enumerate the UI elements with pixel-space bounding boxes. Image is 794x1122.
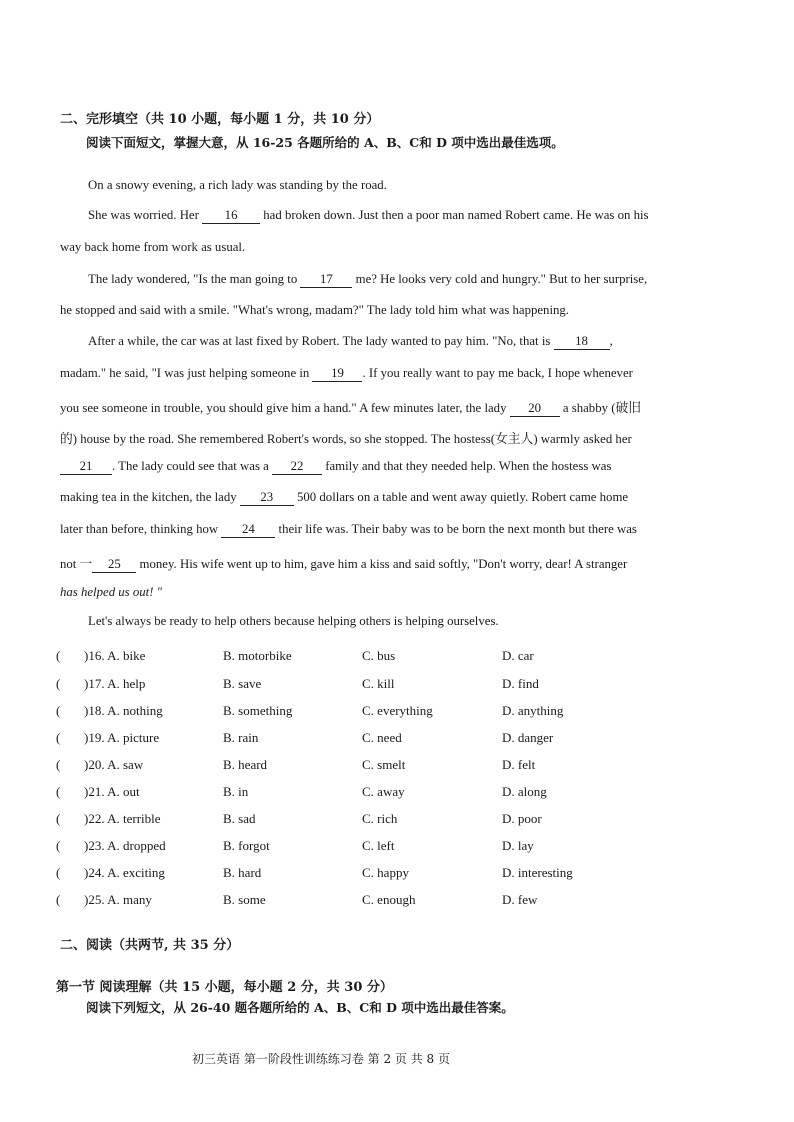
question-stem-option-a[interactable]: )19. A. picture (84, 730, 160, 745)
option-c[interactable]: C. enough (362, 892, 416, 907)
blank-23[interactable]: 23 (240, 490, 294, 506)
option-c[interactable]: C. kill (362, 676, 395, 691)
answer-bracket[interactable]: ( (56, 648, 61, 663)
blank-19[interactable]: 19 (312, 366, 362, 382)
option-d[interactable]: D. interesting (502, 865, 573, 880)
blank-20[interactable]: 20 (510, 401, 560, 417)
question-stem-option-a[interactable]: )21. A. out (84, 784, 140, 799)
question-stem-option-a[interactable]: )23. A. dropped (84, 838, 166, 853)
question-stem-option-a[interactable]: )25. A. many (84, 892, 152, 907)
section-heading-cloze: 二、完形填空（共 10 小题，每小题 1 分，共 10 分） (60, 112, 380, 127)
passage-line: After a while, the car was at last fixed by Robert. The lady wanted to pay him. "No, that is 18 , (88, 334, 613, 348)
answer-bracket[interactable]: ( (56, 676, 61, 691)
option-d[interactable]: D. few (502, 892, 538, 907)
option-d[interactable]: D. lay (502, 838, 534, 853)
answer-bracket[interactable]: ( (56, 865, 61, 880)
blank-18[interactable]: 18 (554, 334, 610, 350)
answer-bracket[interactable]: ( (56, 703, 61, 718)
answer-bracket[interactable]: ( (56, 730, 61, 745)
answer-bracket[interactable]: ( (56, 838, 61, 853)
blank-22[interactable]: 22 (272, 459, 322, 475)
option-d[interactable]: D. car (502, 648, 534, 663)
option-b[interactable]: B. rain (223, 730, 259, 745)
blank-25[interactable]: 25 (92, 557, 136, 573)
answer-bracket[interactable]: ( (56, 811, 61, 826)
passage-line: making tea in the kitchen, the lady 23 500 dollars on a table and went away quietly. Robert came home (60, 490, 629, 504)
passage-line: The lady wondered, "Is the man going to 17 me? He looks very cold and hungry." But to her surprise, (88, 272, 648, 286)
passage-line: has helped us out! " (60, 585, 163, 599)
passage-line: you see someone in trouble, you should give him a hand." A few minutes later, the lady 20 a shabby (破旧 (60, 401, 642, 415)
page-footer: 初三英语 第一阶段性训练练习卷 第 2 页 共 8 页 (192, 1052, 450, 1066)
question-stem-option-a[interactable]: )16. A. bike (84, 648, 146, 663)
answer-bracket[interactable]: ( (56, 892, 61, 907)
option-d[interactable]: D. poor (502, 811, 542, 826)
blank-16[interactable]: 16 (202, 208, 260, 224)
option-d[interactable]: D. anything (502, 703, 564, 718)
option-d[interactable]: D. along (502, 784, 547, 799)
option-c[interactable]: C. away (362, 784, 405, 799)
question-stem-option-a[interactable]: )20. A. saw (84, 757, 144, 772)
blank-21[interactable]: 21 (60, 459, 112, 475)
passage-line: not 一 25 money. His wife went up to him, gave him a kiss and said softly, "Don't worry, dear! A stranger (60, 557, 628, 571)
option-d[interactable]: D. felt (502, 757, 536, 772)
option-c[interactable]: C. need (362, 730, 402, 745)
option-b[interactable]: B. heard (223, 757, 268, 772)
option-c[interactable]: C. happy (362, 865, 409, 880)
reading-instruction: 阅读下列短文，从 26-40 题各题所给的 A、B、C和 D 项中选出最佳答案。 (86, 1000, 514, 1015)
option-b[interactable]: B. save (223, 676, 262, 691)
passage-line: She was worried. Her 16 had broken down. Just then a poor man named Robert came. He was on his (88, 208, 649, 222)
passage-line: madam." he said, "I was just helping someone in 19 . If you really want to pay me back, I hope whenever (60, 366, 633, 380)
option-b[interactable]: B. some (223, 892, 266, 907)
passage-line: way back home from work as usual. (60, 240, 246, 254)
answer-bracket[interactable]: ( (56, 757, 61, 772)
question-stem-option-a[interactable]: )22. A. terrible (84, 811, 161, 826)
option-c[interactable]: C. bus (362, 648, 396, 663)
option-b[interactable]: B. in (223, 784, 249, 799)
passage-line: On a snowy evening, a rich lady was standing by the road. (88, 178, 387, 192)
section-subheading-comprehension: 第一节 阅读理解（共 15 小题，每小题 2 分，共 30 分） (56, 980, 393, 995)
passage-line: 的) house by the road. She remembered Robert's words, so she stopped. The hostess(女主人) warmly asked her (60, 432, 632, 446)
passage-line: 21 . The lady could see that was a 22 family and that they needed help. When the hostess was (60, 459, 611, 475)
option-c[interactable]: C. everything (362, 703, 433, 718)
question-stem-option-a[interactable]: )24. A. exciting (84, 865, 165, 880)
option-b[interactable]: B. forgot (223, 838, 270, 853)
option-b[interactable]: B. something (223, 703, 293, 718)
blank-17[interactable]: 17 (300, 272, 352, 288)
option-b[interactable]: B. hard (223, 865, 262, 880)
blank-24[interactable]: 24 (221, 522, 275, 538)
option-c[interactable]: C. rich (362, 811, 398, 826)
option-c[interactable]: C. left (362, 838, 395, 853)
passage-line: he stopped and said with a smile. "What's wrong, madam?" The lady told him what was happening. (60, 303, 570, 317)
cloze-instruction: 阅读下面短文，掌握大意，从 16-25 各题所给的 A、B、C和 D 项中选出最佳选项。 (86, 135, 564, 150)
question-stem-option-a[interactable]: )17. A. help (84, 676, 146, 691)
passage-line: Let's always be ready to help others because helping others is helping ourselves. (88, 614, 499, 628)
section-heading-reading: 二、阅读（共两节, 共 35 分） (60, 938, 240, 953)
option-b[interactable]: B. motorbike (223, 648, 292, 663)
question-stem-option-a[interactable]: )18. A. nothing (84, 703, 163, 718)
option-d[interactable]: D. danger (502, 730, 554, 745)
passage-line: later than before, thinking how 24 their life was. Their baby was to be born the next month but there was (60, 522, 637, 536)
option-b[interactable]: B. sad (223, 811, 256, 826)
option-d[interactable]: D. find (502, 676, 539, 691)
answer-bracket[interactable]: ( (56, 784, 61, 799)
option-c[interactable]: C. smelt (362, 757, 406, 772)
